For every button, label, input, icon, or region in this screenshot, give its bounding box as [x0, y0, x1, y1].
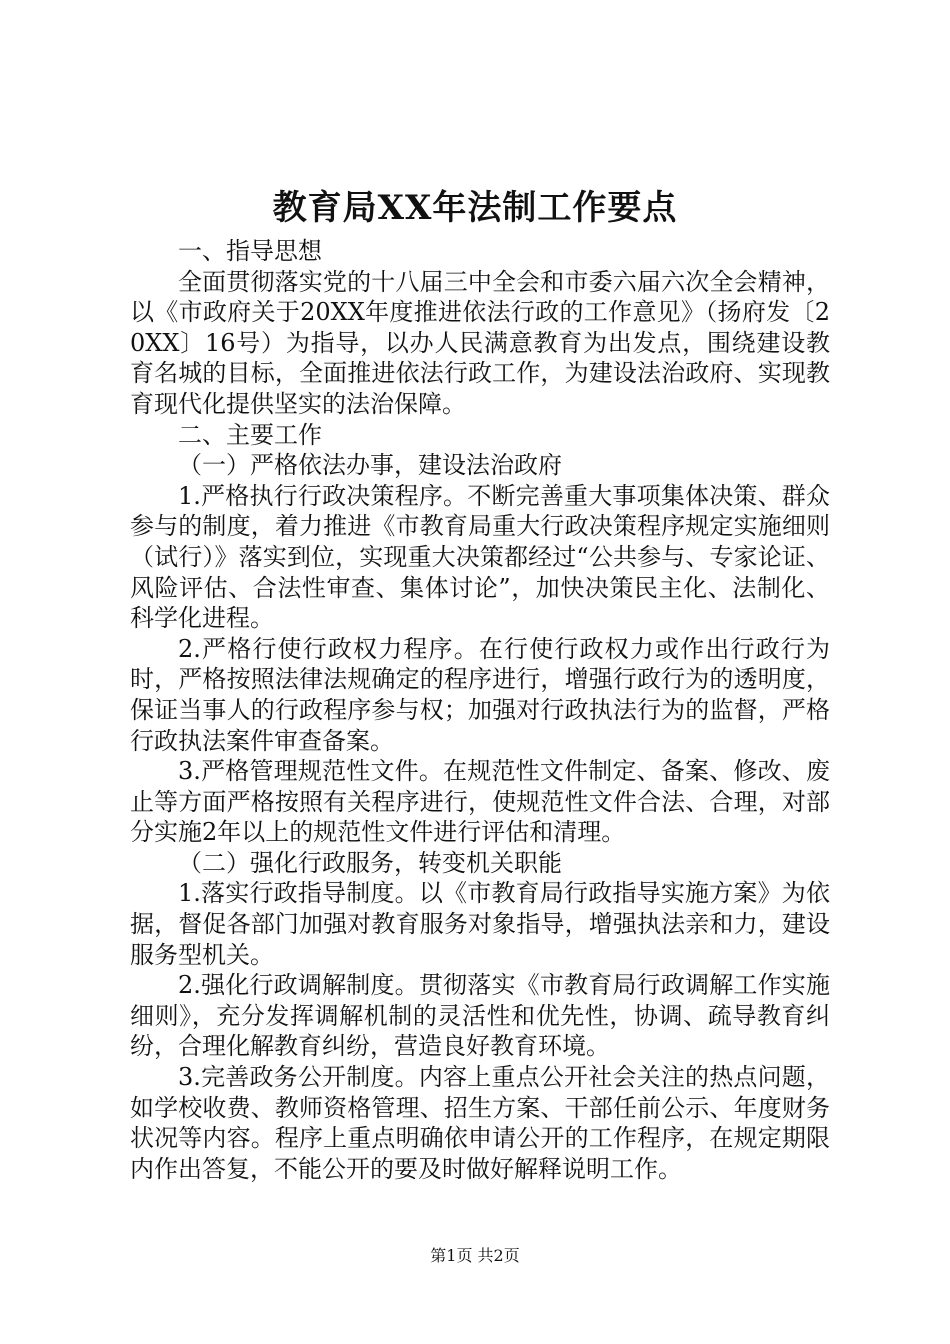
document-body	[130, 236, 830, 1184]
page-number: 第1页 共2页	[430, 1246, 520, 1265]
subsection-heading: （二）强化行政服务，转变机关职能	[178, 848, 562, 877]
section-heading: 一、指导思想	[178, 237, 322, 265]
document-title: 教育局XX年法制工作要点	[272, 188, 678, 228]
body-paragraph: 2.强化行政调解制度。贯彻落实《市教育局行政调解工作实施细则》，充分发挥调解机制的灵活性和优先性，协调、疏导教育纠纷，合理化解教育纠纷，营造良好教育环境。	[130, 971, 830, 1061]
body-paragraph: 1.落实行政指导制度。以《市教育局行政指导实施方案》为依据，督促各部门加强对教育服务对象指导，增强执法亲和力，建设服务型机关。	[130, 879, 830, 969]
body-paragraph: 2.严格行使行政权力程序。在行使行政权力或作出行政行为时，严格按照法律法规确定的程序进行，增强行政行为的透明度，保证当事人的行政程序参与权；加强对行政执法行为的监督，严格行政执法案件审查备案。	[130, 634, 830, 755]
subsection-heading: （一）严格依法办事，建设法治政府	[178, 451, 562, 480]
body-paragraph: 1.严格执行行政决策程序。不断完善重大事项集体决策、群众参与的制度，着力推进《市教育局重大行政决策程序规定实施细则（试行）》落实到位，实现重大决策都经过“公共参与、专家论证、风险评估、合法性审查、集体讨论”，加快决策民主化、法制化、科学化进程。	[130, 481, 830, 633]
body-paragraph: 全面贯彻落实党的十八届三中全会和市委六届六次全会精神，以《市政府关于20XX年度推进依法行政的工作意见》（扬府发〔20XX〕16号）为指导，以办人民满意教育为出发点，围绕建设教育名城的目标，全面推进依法行政工作，为建设法治政府、实现教育现代化提供坚实的法治保障。	[130, 267, 830, 418]
section-heading: 二、主要工作	[178, 420, 322, 449]
body-paragraph: 3.完善政务公开制度。内容上重点公开社会关注的热点问题，如学校收费、教师资格管理、招生方案、干部任前公示、年度财务状况等内容。程序上重点明确依申请公开的工作程序，在规定期限内作出答复，不能公开的要及时做好解释说明工作。	[130, 1063, 830, 1183]
body-paragraph: 3.严格管理规范性文件。在规范性文件制定、备案、修改、废止等方面严格按照有关程序进行，使规范性文件合法、合理，对部分实施2年以上的规范性文件进行评估和清理。	[130, 757, 830, 847]
